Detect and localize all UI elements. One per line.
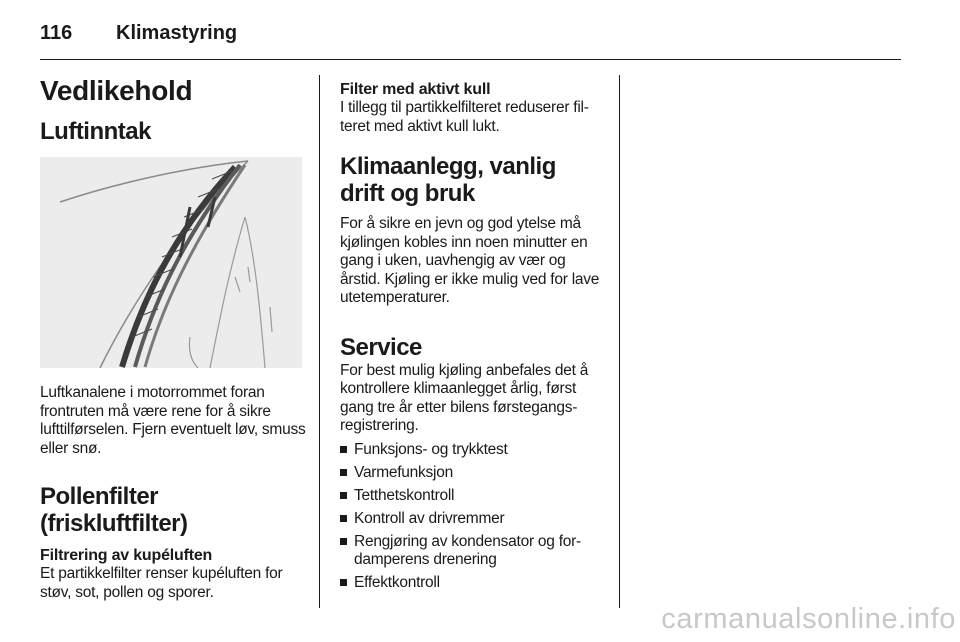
column-2 [340, 76, 606, 597]
column-divider-left [319, 75, 320, 608]
air-intake-body: Luftkanalene i motorrommet foran frontruten må være rene for å sikre lufttilførselen. Fjern eventuelt løv, smuss eller snø. [40, 384, 306, 457]
header-rule [40, 59, 901, 60]
ac-operation-title: Klimaanlegg, vanlig drift og bruk [340, 153, 556, 207]
list-item: Rengjøring av kondensator og for-damperens drenering [340, 533, 606, 570]
section-title: Vedlikehold [40, 75, 193, 106]
ac-operation-body: For å sikre en jevn og god ytelse må kjølingen kobles inn noen minutter en gang i uken, uavhengig av vær og årstid. Kjøling er ikke mulig ved for lave utetemperaturer. [340, 215, 600, 306]
bullet-icon [340, 492, 347, 499]
cabin-air-filtering-title: Filtrering av kupéluften [40, 547, 213, 564]
service-checklist [340, 441, 606, 593]
service-title: Service [340, 333, 422, 361]
page-number: 116 [40, 22, 73, 44]
chapter-title: Klimastyring [116, 22, 238, 44]
list-item: Funksjons- og trykktest [340, 441, 606, 460]
bullet-icon [340, 579, 347, 586]
bullet-icon [340, 538, 347, 545]
carbon-filter-body: I tillegg til partikkelfilteret reduserer fil-teret med aktivt kull lukt. [340, 99, 589, 135]
pollen-filter-title: Pollenfilter (friskluftfilter) [40, 483, 188, 537]
carbon-filter-title: Filter med aktivt kull [340, 81, 491, 98]
column-1 [40, 76, 306, 602]
list-item: Kontroll av drivremmer [340, 510, 606, 529]
watermark: carmanualsonline.info [661, 603, 956, 635]
bullet-icon [340, 469, 347, 476]
list-item: Tetthetskontroll [340, 487, 606, 506]
column-divider-right [619, 75, 620, 608]
windshield-wiper-illustration [40, 157, 302, 368]
list-item: Varmefunksjon [340, 464, 606, 483]
list-item: Effektkontroll [340, 574, 606, 593]
air-intake-illustration [40, 157, 302, 368]
service-body: For best mulig kjøling anbefales det å kontrollere klimaanlegget årlig, først gang tre år etter bilens førstegangs-registrering. [340, 361, 589, 434]
air-intake-title: Luftinntak [40, 118, 151, 145]
pollen-filter-body: Et partikkelfilter renser kupéluften for støv, sot, pollen og sporer. [40, 565, 283, 601]
bullet-icon [340, 446, 347, 453]
bullet-icon [340, 515, 347, 522]
